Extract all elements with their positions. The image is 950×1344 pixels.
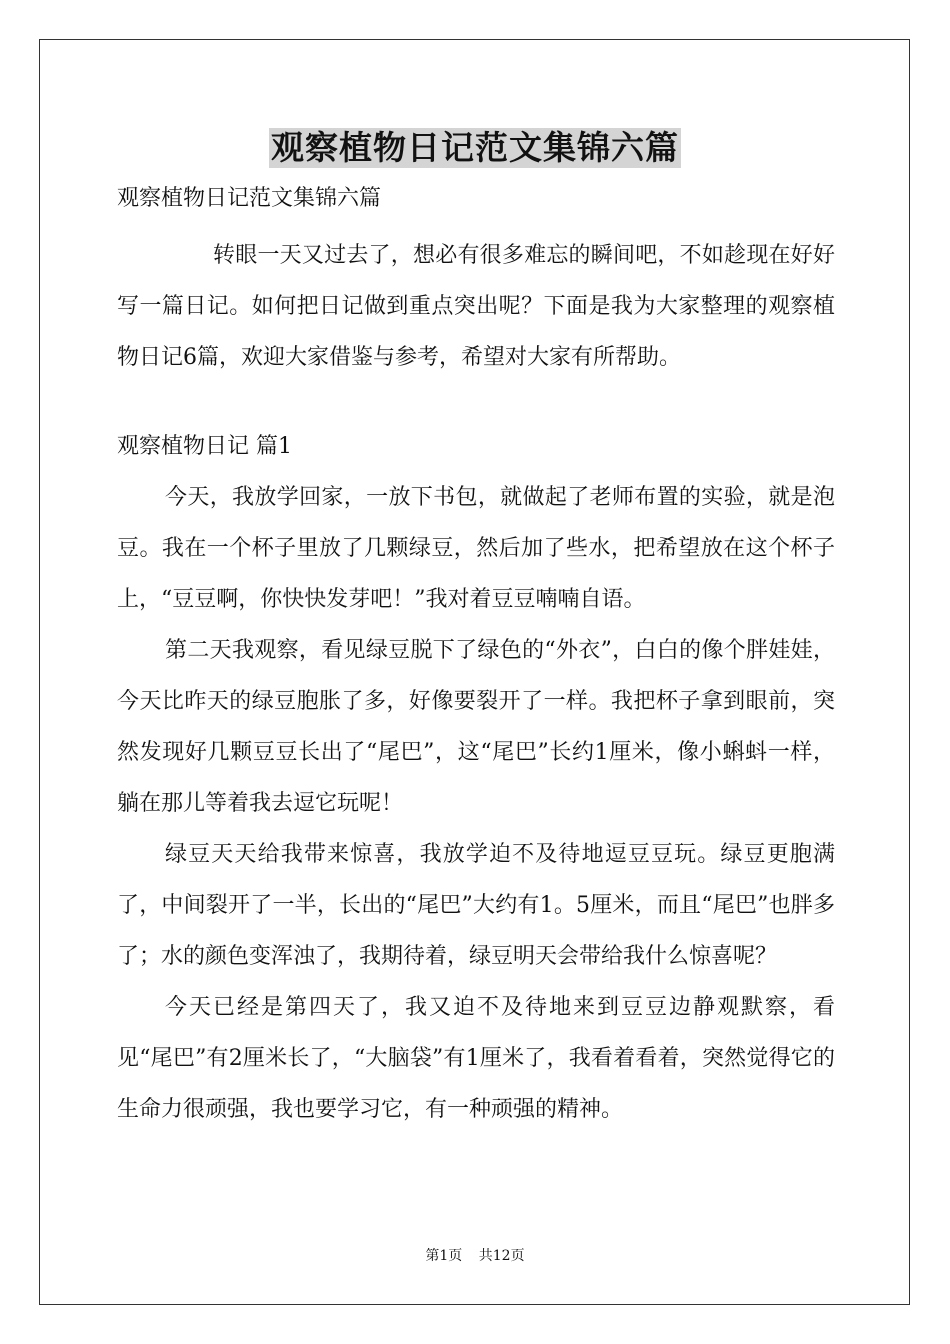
section-heading: 观察植物日记 篇1: [117, 434, 292, 459]
intro-paragraph: 转眼一天又过去了，想必有很多难忘的瞬间吧，不如趁现在好好写一篇日记。如何把日记做到重点突出呢？下面是我为大家整理的观察植物日记6篇，欢迎大家借鉴与参考，希望对大家有所帮助。: [117, 243, 835, 370]
body-paragraph: 绿豆天天给我带来惊喜，我放学迫不及待地逗豆豆玩。绿豆更胞满了，中间裂开了一半，长出的“尾巴”大约有1。5厘米，而且“尾巴”也胖多了；水的颜色变浑浊了，我期待着，绿豆明天会带给我什么惊喜呢？: [117, 842, 835, 969]
body-paragraph: 今天，我放学回家，一放下书包，就做起了老师布置的实验，就是泡豆。我在一个杯子里放了几颗绿豆，然后加了些水，把希望放在这个杯子上，“豆豆啊，你快快发芽吧！”我对着豆豆喃喃自语。: [117, 485, 835, 612]
body-paragraph: 第二天我观察，看见绿豆脱下了绿色的“外衣”，白白的像个胖娃娃，今天比昨天的绿豆胞胀了多，好像要裂开了一样。我把杯子拿到眼前，突然发现好几颗豆豆长出了“尾巴”，这“尾巴”长约1厘米，像小蝌蚪一样，躺在那儿等着我去逗它玩呢！: [117, 638, 835, 816]
title-container: [0, 128, 950, 168]
document-subtitle: 观察植物日记范文集锦六篇: [117, 186, 382, 211]
document-title: 观察植物日记范文集锦六篇: [271, 128, 679, 167]
body-paragraph: 今天已经是第四天了，我又迫不及待地来到豆豆边静观默察，看见“尾巴”有2厘米长了，“大脑袋”有1厘米了，我看着看着，突然觉得它的生命力很顽强，我也要学习它，有一种顽强的精神。: [117, 995, 835, 1122]
page-total: 共12页: [478, 1248, 525, 1264]
page-number: 第1页: [425, 1248, 463, 1264]
page-footer: [0, 1245, 950, 1265]
document-body: [117, 180, 835, 1135]
